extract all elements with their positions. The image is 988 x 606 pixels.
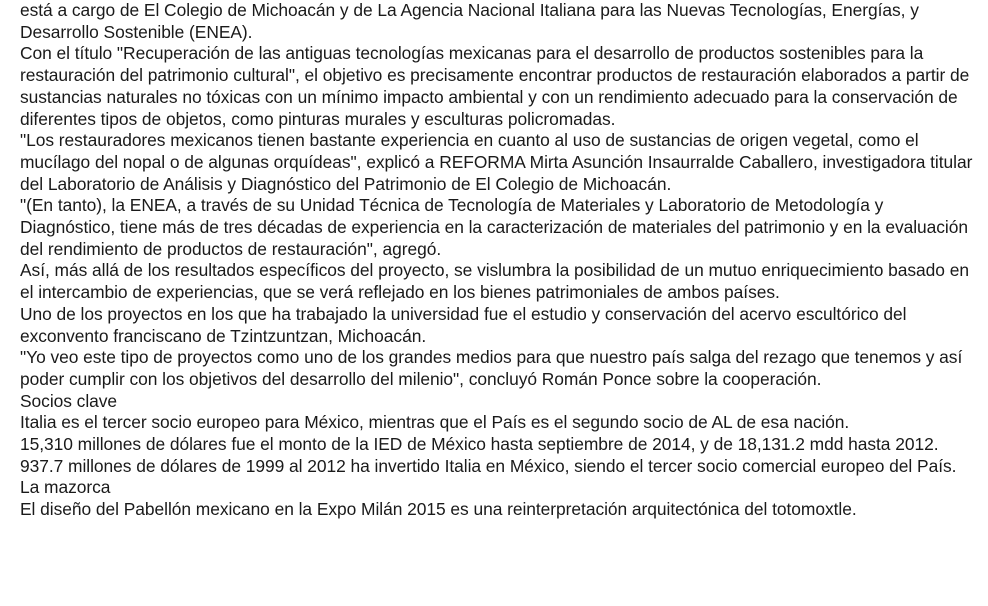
paragraph-ied-amount: 15,310 millones de dólares fue el monto de la IED de México hasta septiembre de 2014, y de 18,131.2 mdd hasta 2012. (20, 434, 939, 455)
paragraph-italy-investment: 937.7 millones de dólares de 1999 al 2012 ha invertido Italia en México, siendo el tercer socio comercial europeo del País. (20, 455, 957, 476)
paragraph-project-title: Con el título "Recuperación de las antiguas tecnologías mexicanas para el desarrollo de productos sostenibles para la restauración del patrimonio cultural", el objetivo es precisamente encontrar productos de restauración elaborados a partir de sustancias naturales no tóxicas con un mínimo impacto ambiental y con un rendimiento adecuado para la conservación de diferentes tipos de objetos, como pinturas murales y esculturas policromadas. (20, 43, 970, 129)
section-heading-socios-clave: Socios clave (20, 390, 118, 411)
paragraph-enea-quote: "(En tanto), la ENEA, a través de su Unidad Técnica de Tecnología de Materiales y Laboratorio de Metodología y Diagnóstico, tiene más de tres décadas de experiencia en la caracterización de materiales del patrimonio y en la evaluación del rendimiento de productos de restauración", agregó. (20, 195, 968, 259)
paragraph-ponce-quote: "Yo veo este tipo de proyectos como uno de los grandes medios para que nuestro país salga del rezago que tenemos y así poder cumplir con los objetivos del desarrollo del milenio", concluyó Román Ponce sobre la cooperación. (20, 347, 963, 389)
paragraph-restorers-quote: "Los restauradores mexicanos tienen bastante experiencia en cuanto al uso de sustancias de origen vegetal, como el mucílago del nopal o de algunas orquídeas", explicó a REFORMA Mirta Asunción Insaurralde Caballero, investigadora titular del Laboratorio de Análisis y Diagnóstico del Patrimonio de El Colegio de Michoacán. (20, 130, 973, 194)
article-body (20, 0, 980, 521)
paragraph-mutual-enrichment: Así, más allá de los resultados específicos del proyecto, se vislumbra la posibilidad de un mutuo enriquecimiento basado en el intercambio de experiencias, que se verá reflejado en los bienes patrimoniales de ambos países. (20, 260, 969, 303)
paragraph-pavilion-design: El diseño del Pabellón mexicano en la Expo Milán 2015 es una reinterpretación arquitectónica del totomoxtle. (20, 499, 857, 520)
section-heading-la-mazorca: La mazorca (20, 477, 111, 498)
paragraph-organizers: está a cargo de El Colegio de Michoacán y de La Agencia Nacional Italiana para las Nuevas Tecnologías, Energías, y Desarrollo Sostenible (ENEA). (20, 0, 919, 42)
paragraph-tzintzuntzan: Uno de los proyectos en los que ha trabajado la universidad fue el estudio y conservación del acervo escultórico del exconvento franciscano de Tzintzuntzan, Michoacán. (20, 303, 907, 346)
paragraph-italy-partner: Italia es el tercer socio europeo para México, mientras que el País es el segundo socio de AL de esa nación. (20, 412, 850, 433)
